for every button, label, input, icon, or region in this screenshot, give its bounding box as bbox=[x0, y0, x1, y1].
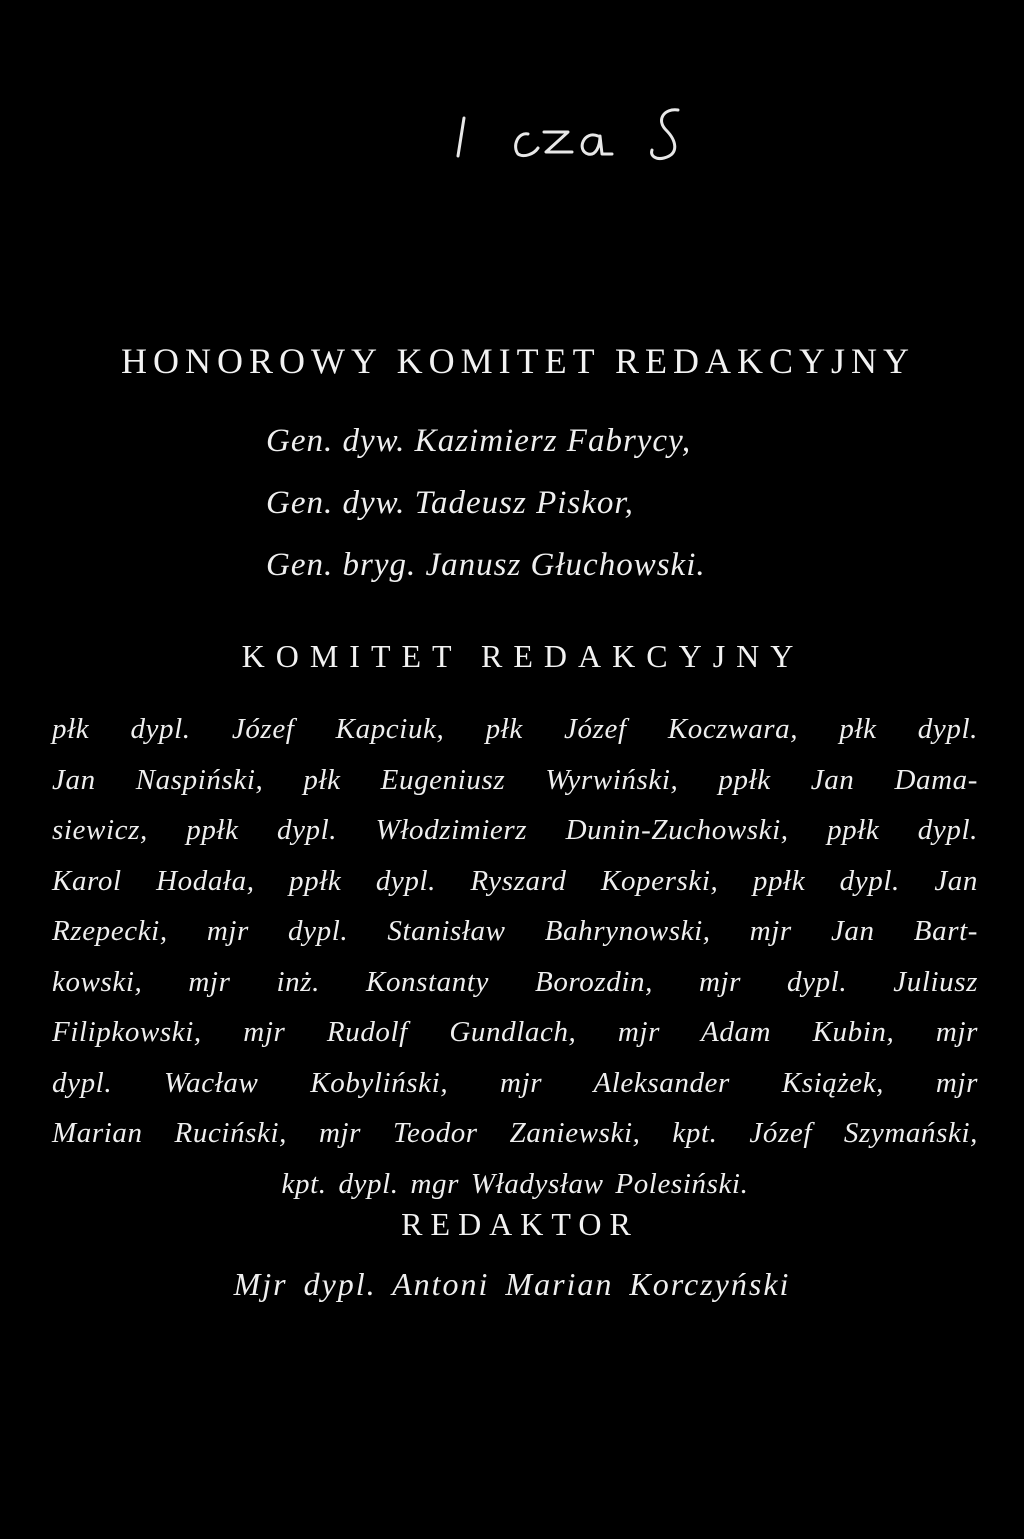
committee-line: Karol Hodała, ppłk dypl. Ryszard Koperski, ppłk dypl. Jan bbox=[52, 864, 978, 897]
committee-line: siewicz, ppłk dypl. Włodzimierz Dunin-Zuchowski, ppłk dypl. bbox=[52, 814, 978, 846]
committee-line: Filipkowski, mjr Rudolf Gundlach, mjr Adam Kubin, mjr bbox=[52, 1016, 978, 1048]
editorial-committee-members bbox=[52, 704, 978, 1209]
honorary-committee-heading: HONOROWY KOMITET REDAKCYJNY bbox=[121, 341, 915, 381]
honorary-member: Gen. dyw. Kazimierz Fabrycy, bbox=[266, 423, 692, 459]
editor-heading: REDAKTOR bbox=[401, 1206, 639, 1242]
honorary-member: Gen. bryg. Janusz Głuchowski. bbox=[266, 547, 706, 583]
committee-line: Rzepecki, mjr dypl. Stanisław Bahrynowski, mjr Jan Bart- bbox=[52, 915, 978, 947]
honorary-member: Gen. dyw. Tadeusz Piskor, bbox=[266, 485, 634, 521]
committee-line: dypl. Wacław Kobyliński, mjr Aleksander Książek, mjr bbox=[52, 1066, 978, 1099]
honorary-committee-list bbox=[266, 410, 706, 596]
committee-line: Jan Naspiński, płk Eugeniusz Wyrwiński, ppłk Jan Dama- bbox=[52, 763, 978, 796]
editor-name: Mjr dypl. Antoni Marian Korczyński bbox=[233, 1266, 791, 1302]
editorial-committee-heading: KOMITET REDAKCYJNY bbox=[241, 638, 805, 674]
committee-line: kpt. dypl. mgr Władysław Polesiński. bbox=[281, 1167, 749, 1200]
committee-line: kowski, mjr inż. Konstanty Borozdin, mjr dypl. Juliusz bbox=[52, 965, 978, 998]
handwritten-note bbox=[452, 96, 712, 180]
committee-line: płk dypl. Józef Kapciuk, płk Józef Koczwara, płk dypl. bbox=[52, 713, 978, 745]
committee-line: Marian Ruciński, mjr Teodor Zaniewski, kpt. Józef Szymański, bbox=[52, 1117, 978, 1149]
handwritten-note-drawing bbox=[452, 96, 712, 180]
